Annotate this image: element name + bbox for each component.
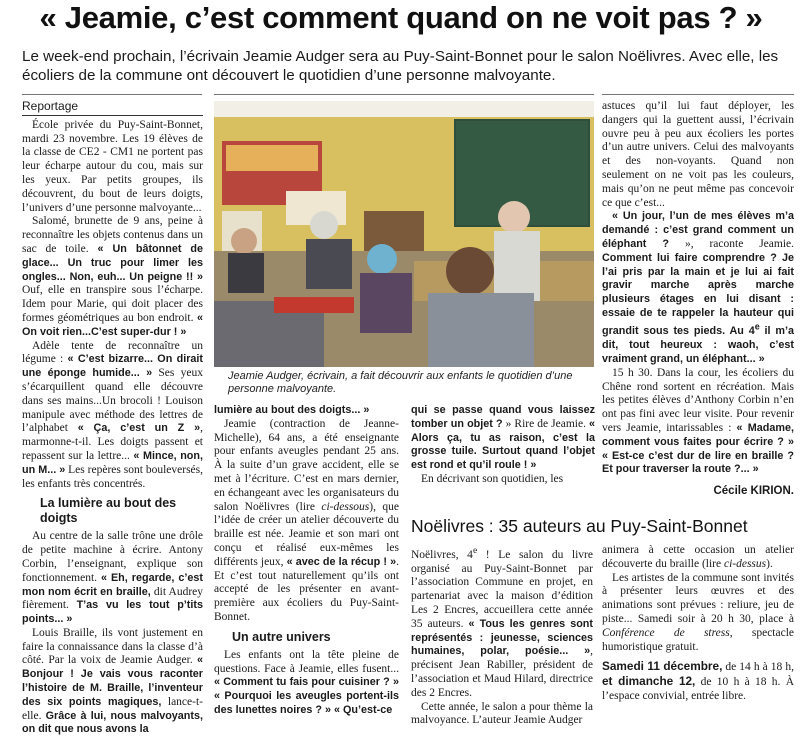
paragraph: lumière au bout des doigts... » — [214, 404, 370, 416]
divider — [602, 94, 794, 95]
classroom-photo-drawing — [214, 101, 594, 367]
paragraph: Cette année, le salon a pour thème la malvoyance. L’auteur Jeamie Audger — [411, 700, 593, 727]
paragraph: Au centre de la salle trône une drôle de petite machine à écrire. Antony Corbin, l’enseignant, explique son fonctionnement. « Eh, regarde, c’est mon nom écrit en braille, dit Audrey fièrement. T’as vu les tout p’tits points... » — [22, 530, 204, 626]
headline: « Jeamie, c’est comment quand on ne voit pas ? » — [39, 0, 763, 35]
box-column-left — [411, 544, 594, 727]
paragraph: En décrivant son quotidien, les — [421, 472, 564, 485]
photo-caption: Jeamie Audger, écrivain, a fait découvrir aux enfants le quotidien d’une personne malvoyante. — [228, 370, 573, 395]
paragraph: Salomé, brunette de 9 ans, peine à reconnaître les objets contenus dans un sac de toile. « Un bâtonnet de glace... Un truc pour limer les ongles... Non, euh... Un peigne !! » Ouf, elle en transpire sous l’écharpe. Idem pour Marie, qui doit placer des formes géométriques au bon endroit. « On voit rien...C’est super-dur ! » — [22, 215, 204, 338]
subheading: Un autre univers — [232, 629, 331, 644]
paragraph: astuces qu’il lui faut déployer, les dangers qui la guettent aussi, l’écrivain ouvre peu à peu aux écoliers les portes d’un autre univers. Celui des malvoyants et des non-voyants. Quand non seulement on ne voit pas les couleurs, mais qu’on ne peut même pas concevoir ce que c’est... — [602, 100, 794, 209]
classroom-photo — [214, 101, 594, 367]
paragraph: « Un jour, l’un de mes élèves m’a demandé : c’est grand comment un éléphant ? », raconte Jeamie. Comment lui faire comprendre ? Je l’ai pris par la main et je lui ai fait gravir marche après marche plusieurs étages en lui disant : essaie de te rappeler la hauteur qui grandit sous tes pieds. Au 4e il m’a dit, tout heureux : waoh, c’est vraiment grand, un éléphant... » — [602, 210, 795, 365]
article-column-4 — [602, 100, 794, 510]
divider — [214, 94, 594, 95]
paragraph: Les artistes de la commune sont invités à présenter leurs œuvres et des animations sont prévues : reliure, jeu de piste... Samedi soir à 20 h 30, place à Conférence de stress, spectacle humoristique gratuit. — [602, 571, 795, 653]
paragraph: Noëlivres, 4e ! Le salon du livre organisé au Puy-Saint-Bonnet par l’association Commune en projet, en partenariat avec la maison d’édition Les 2 Encres, accueillera cette année 35 auteurs. « Tous les genres sont représentés : jeunesse, sciences humaines, polar, poésie... », précisent Jean Rabiller, président de l’association et Maud Hilard, directrice des 2 Encres. — [411, 545, 594, 699]
standfirst: Le week-end prochain, l’écrivain Jeamie Audger sera au Puy-Saint-Bonnet pour le salon Noëlivres. Avec elle, les écoliers de la commune ont découvert le quotidien d’une personne malvoyante. — [22, 48, 779, 84]
paragraph: Adèle tente de reconnaître un légume : « C’est bizarre... On dirait une éponge humide... » Ses yeux s’écarquillent quand elle découvre dans ses mains...Un brocoli ! Louison manipule avec méthode des lettres de l’alphabet « Ça, c’est un Z », marmonne-t-il. Les doigts passent et repassent sur la lettre... « Mince, non, un M... » Les repères sont bouleversés, les enfants très concentrés. — [22, 339, 204, 490]
paragraph: 15 h 30. Dans la cour, les écoliers du Chêne rond sortent en récréation. Mais les petites élèves d’Anthony Corbin n’en ont pas fini avec leur visite. Pour revenir vers Jeamie, intarissables : « Madame, comment vous faites pour écrire ? » « Est-ce c’est dur de lire en braille ? Et pour traverser la route ?... » — [602, 366, 794, 476]
box-title: Noëlivres : 35 auteurs au Puy-Saint-Bonnet — [411, 516, 748, 536]
paragraph: animera à cette occasion un atelier découverte du braille (lire ci-dessus). — [602, 544, 794, 570]
divider — [22, 94, 202, 95]
article-column-2 — [214, 404, 399, 717]
paragraph: Louis Braille, ils vont justement en faire la connaissance dans la classe d’à côté. Par la voix de Jeamie Audger. « Bonjour ! Je vais vous raconter l’histoire de M. Braille, l’inventeur des six points magiques, lance-t-elle. Grâce à lui, nous malvoyants, on dit que nous avons la — [22, 626, 204, 736]
paragraph: Jeamie (contraction de Jeanne-Michelle), 64 ans, a été enseignante pour enfants aveugles pendant 25 ans. À la suite d’un grave accident, elle se met à l’écriture. C’est en mars dernier, en échangeant avec les organisateurs du salon Noëlivres (lire ci-dessous), que l’idée de créer un atelier découverte du braille est née. Jeamie et son mari ont conçu et réalisé eux-mêmes les différents jeux, « avec de la récup ! ». Et c’est tout naturellement qu’ils ont accepté de les présenter en avant-première aux écoliers du Puy-Saint-Bonnet. — [214, 417, 399, 623]
subheading: La lumière au bout des doigts — [40, 496, 177, 526]
paragraph: Les enfants ont la tête pleine de questions. Face à Jeamie, elles fusent... « Comment tu fais pour cuisiner ? » « Pourquoi les aveugles portent-ils des lunettes noires ? » « Qu’est-ce — [214, 648, 399, 716]
event-dates: Samedi 11 décembre, de 14 h à 18 h, et dimanche 12, de 10 h à 18 h. À l’espace convivial, entrée libre. — [602, 659, 794, 702]
author-signature: Cécile KIRION. — [713, 485, 794, 498]
box-column-right — [602, 544, 794, 717]
paragraph: qui se passe quand vous laissez tomber un objet ? » Rire de Jeamie. « Alors ça, tu as raison, c’est la grosse tuile. Surtout quand l’objet est rond et qu’il roule ! » — [411, 404, 595, 472]
article-column-3 — [411, 404, 595, 510]
kicker: Reportage — [22, 100, 203, 116]
paragraph: École privée du Puy-Saint-Bonnet, mardi 23 novembre. Les 19 élèves de la classe de CE2 - CM1 ne portent pas leur écharpe autour du cou, mais sur les yeux. Par petits groupes, ils découvrent, du bout de leurs doigts, l’univers d’une personne malvoyante... — [22, 118, 203, 214]
article-column-1 — [22, 99, 204, 736]
